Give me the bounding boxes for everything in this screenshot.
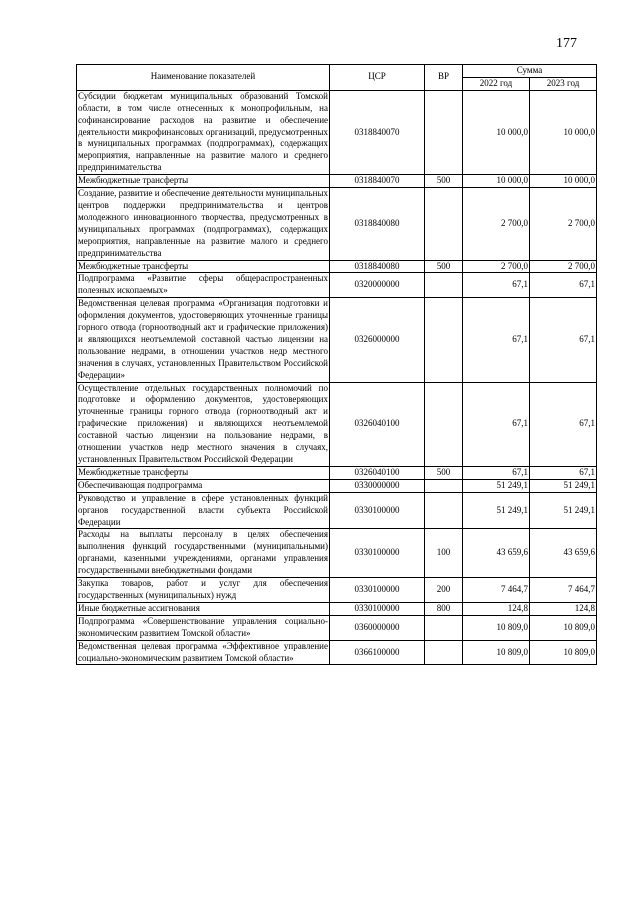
row-name-cell: Ведомственная целевая программа «Организация подготовки и оформления документов, удостоверяющих уточненные границы горного отвода (горноотводный акт и графические приложения) и являющихся неотъемлемой составной частью лицензии на пользование недрами, в отношении участков недр местного значения в случаях, установленных Правительством Российской Федерации» [77, 298, 330, 382]
table-row [77, 640, 597, 665]
row-vr-cell [425, 479, 463, 492]
row-vr-cell [425, 492, 463, 529]
row-2022-value: 43 659,6 [463, 529, 530, 578]
table-row [77, 578, 597, 603]
row-name-cell: Межбюджетные трансферты [77, 175, 330, 188]
row-2022-value: 10 809,0 [463, 615, 530, 640]
header-name: Наименование показателей [77, 65, 330, 91]
row-vr-cell: 500 [425, 260, 463, 273]
row-2023-value: 67,1 [530, 273, 597, 298]
row-csr-cell: 0330100000 [330, 492, 425, 529]
table-row [77, 615, 597, 640]
row-csr-cell: 0326040100 [330, 466, 425, 479]
row-csr-cell: 0330100000 [330, 578, 425, 603]
row-vr-cell: 500 [425, 175, 463, 188]
row-vr-cell [425, 90, 463, 174]
table-row [77, 90, 597, 174]
table-row [77, 382, 597, 466]
header-year-2023: 2023 год [530, 77, 597, 90]
table-header [77, 65, 597, 91]
table-body [77, 90, 597, 665]
row-name-cell: Подпрограмма «Совершенствование управления социально-экономическим развитием Томской области» [77, 615, 330, 640]
row-vr-cell: 100 [425, 529, 463, 578]
row-csr-cell: 0318840070 [330, 90, 425, 174]
row-2023-value: 10 809,0 [530, 640, 597, 665]
row-2022-value: 67,1 [463, 298, 530, 382]
budget-table [76, 64, 597, 665]
row-2022-value: 67,1 [463, 382, 530, 466]
row-name-cell: Закупка товаров, работ и услуг для обеспечения государственных (муниципальных) нужд [77, 578, 330, 603]
table-row [77, 466, 597, 479]
row-2023-value: 10 809,0 [530, 615, 597, 640]
row-name-cell: Ведомственная целевая программа «Эффективное управление социально-экономическим развитием Томской области» [77, 640, 330, 665]
table-row [77, 479, 597, 492]
row-csr-cell: 0330000000 [330, 479, 425, 492]
header-sum: Сумма [463, 65, 597, 78]
row-2022-value: 2 700,0 [463, 188, 530, 260]
table-row [77, 529, 597, 578]
row-name-cell: Межбюджетные трансферты [77, 466, 330, 479]
row-2023-value: 10 000,0 [530, 90, 597, 174]
row-name-cell: Осуществление отдельных государственных полномочий по подготовке и оформлению документов, удостоверяющих уточненные границы горного отвода (горноотводный акт и графические приложения) и являющихся неотъемлемой составной частью лицензии на пользование недрами, в отношении участков недр местного значения в случаях, установленных Правительством Российской Федерации [77, 382, 330, 466]
row-2022-value: 67,1 [463, 273, 530, 298]
row-csr-cell: 0318840070 [330, 175, 425, 188]
table-row [77, 260, 597, 273]
row-2022-value: 51 249,1 [463, 479, 530, 492]
row-2022-value: 10 000,0 [463, 175, 530, 188]
row-name-cell: Обеспечивающая подпрограмма [77, 479, 330, 492]
row-2022-value: 67,1 [463, 466, 530, 479]
row-csr-cell: 0320000000 [330, 273, 425, 298]
row-csr-cell: 0326000000 [330, 298, 425, 382]
row-2023-value: 67,1 [530, 298, 597, 382]
header-vr: ВР [425, 65, 463, 91]
row-csr-cell: 0318840080 [330, 188, 425, 260]
row-vr-cell [425, 298, 463, 382]
row-2023-value: 51 249,1 [530, 492, 597, 529]
header-csr: ЦСР [330, 65, 425, 91]
row-name-cell: Подпрограмма «Развитие сферы общераспространенных полезных ископаемых» [77, 273, 330, 298]
row-vr-cell: 500 [425, 466, 463, 479]
table-row [77, 298, 597, 382]
row-vr-cell [425, 188, 463, 260]
row-vr-cell [425, 640, 463, 665]
table-row [77, 492, 597, 529]
table-row [77, 602, 597, 615]
row-vr-cell [425, 382, 463, 466]
row-2022-value: 7 464,7 [463, 578, 530, 603]
row-vr-cell: 200 [425, 578, 463, 603]
row-csr-cell: 0366100000 [330, 640, 425, 665]
row-csr-cell: 0326040100 [330, 382, 425, 466]
row-name-cell: Иные бюджетные ассигнования [77, 602, 330, 615]
row-2022-value: 10 000,0 [463, 90, 530, 174]
row-2022-value: 10 809,0 [463, 640, 530, 665]
row-name-cell: Межбюджетные трансферты [77, 260, 330, 273]
row-name-cell: Руководство и управление в сфере установленных функций органов государственной власти субъекта Российской Федерации [77, 492, 330, 529]
table-row [77, 175, 597, 188]
row-2023-value: 124,8 [530, 602, 597, 615]
row-2023-value: 67,1 [530, 466, 597, 479]
row-2023-value: 51 249,1 [530, 479, 597, 492]
table-row [77, 188, 597, 260]
row-vr-cell: 800 [425, 602, 463, 615]
row-2022-value: 2 700,0 [463, 260, 530, 273]
row-2023-value: 67,1 [530, 382, 597, 466]
row-csr-cell: 0330100000 [330, 602, 425, 615]
row-2023-value: 7 464,7 [530, 578, 597, 603]
row-csr-cell: 0318840080 [330, 260, 425, 273]
row-2023-value: 43 659,6 [530, 529, 597, 578]
row-2023-value: 2 700,0 [530, 188, 597, 260]
header-year-2022: 2022 год [463, 77, 530, 90]
row-name-cell: Создание, развитие и обеспечение деятельности муниципальных центров поддержки предпринимательства и центров молодежного инновационного творчества, предусмотренных в муниципальных программах (подпрограммах), содержащих мероприятия, направленные на развитие малого и среднего предпринимательства [77, 188, 330, 260]
row-vr-cell [425, 273, 463, 298]
row-2023-value: 10 000,0 [530, 175, 597, 188]
table-row [77, 273, 597, 298]
row-vr-cell [425, 615, 463, 640]
row-name-cell: Расходы на выплаты персоналу в целях обеспечения выполнения функций государственными (муниципальными) органами, казенными учреждениями, органами управления государственными внебюджетными фондами [77, 529, 330, 578]
row-2022-value: 51 249,1 [463, 492, 530, 529]
row-name-cell: Субсидии бюджетам муниципальных образований Томской области, в том числе отнесенных к монопрофильным, на софинансирование расходов на развитие и обеспечение деятельности микрофинансовых организаций, предусмотренных в муниципальных программах (подпрограммах), содержащих мероприятия, направленные на развитие малого и среднего предпринимательства [77, 90, 330, 174]
row-2022-value: 124,8 [463, 602, 530, 615]
row-csr-cell: 0360000000 [330, 615, 425, 640]
row-csr-cell: 0330100000 [330, 529, 425, 578]
row-2023-value: 2 700,0 [530, 260, 597, 273]
page-number: 177 [556, 36, 577, 51]
